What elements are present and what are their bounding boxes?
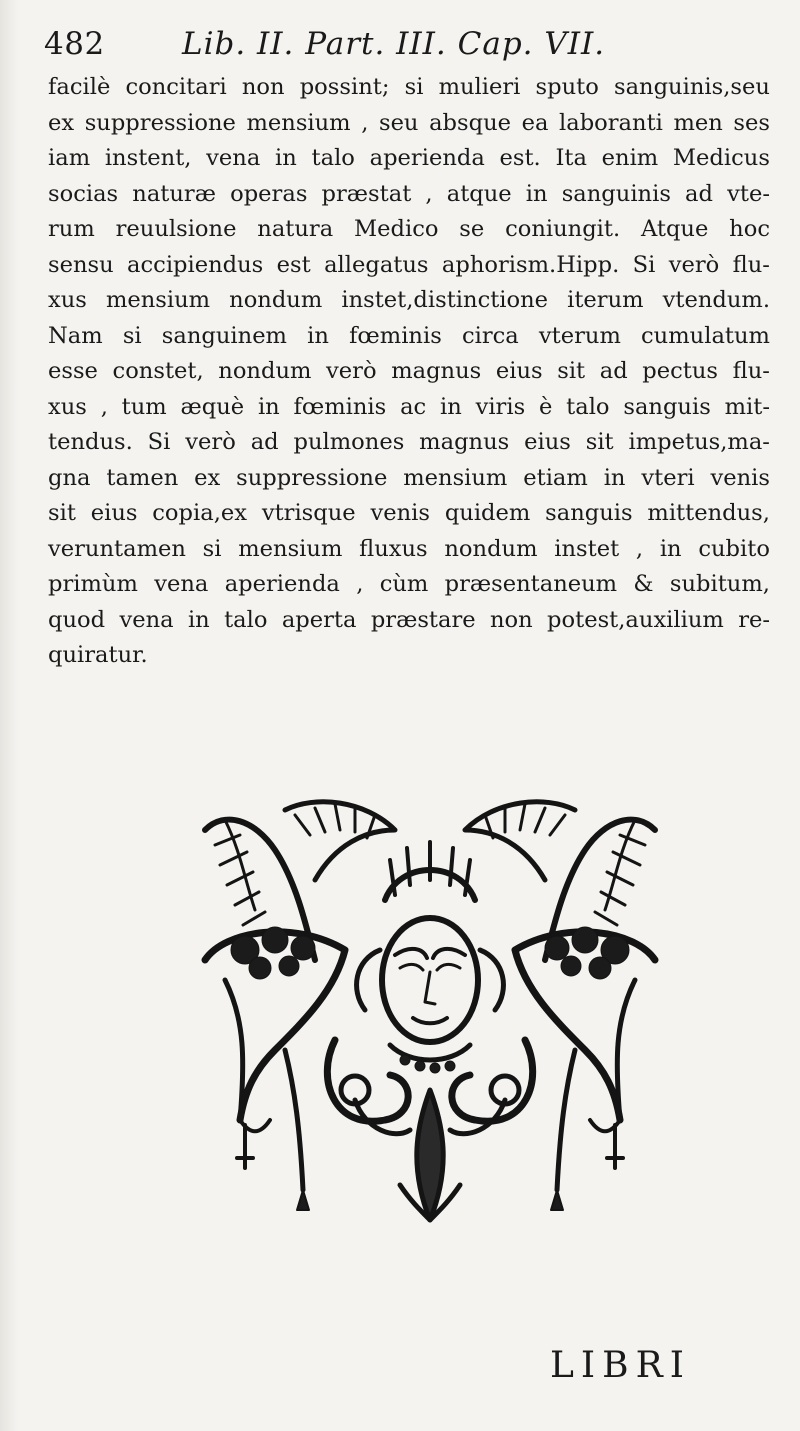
text-line: xus mensium nondum instet,distinctione iterum vtendum. — [48, 287, 770, 313]
text-line: ex suppressione mensium , seu absque ea laboranti men ses — [48, 109, 770, 136]
text-line: quod vena in talo aperta præstare non potest,auxilium re- — [48, 606, 770, 633]
body-text — [48, 70, 770, 674]
text-line: socias naturæ operas præstat , atque in sanguinis ad vte- — [48, 180, 770, 207]
page-edge-shadow — [0, 0, 18, 1431]
text-line: esse constet, nondum verò magnus eius sit ad pectus flu- — [48, 358, 770, 384]
text-line: iam instent, vena in talo aperienda est. Ita enim Medicus — [48, 145, 770, 171]
running-head — [44, 18, 764, 64]
text-line: veruntamen si mensium fluxus nondum instet , in cubito — [48, 535, 770, 562]
text-line: sensu accipiendus est allegatus aphorism.Hipp. Si verò flu- — [48, 251, 770, 278]
text-line: rum reuulsione natura Medico se coniungit. Atque hoc — [48, 216, 770, 242]
mask-cornucopia-ornament-icon — [185, 790, 675, 1240]
text-line: Nam si sanguinem in fœminis circa vterum cumulatum — [48, 322, 770, 349]
text-line: sit eius copia,ex vtrisque venis quidem sanguis mittendus, — [48, 500, 770, 526]
text-line: facilè concitari non possint; si mulieri sputo sanguinis,seu — [48, 74, 770, 100]
text-line: quiratur. — [48, 642, 148, 668]
running-title: Lib. II. Part. III. Cap. VII. — [182, 26, 606, 62]
text-line: gna tamen ex suppressione mensium etiam in vteri venis — [48, 464, 770, 491]
text-line: xus , tum æquè in fœminis ac in viris è talo sanguis mit- — [48, 393, 770, 420]
catchword: LIBRI — [550, 1345, 691, 1386]
text-line: primùm vena aperienda , cùm præsentaneum & subitum, — [48, 571, 770, 597]
page-number: 482 — [44, 26, 105, 62]
text-line: tendus. Si verò ad pulmones magnus eius sit impetus,ma- — [48, 429, 770, 455]
